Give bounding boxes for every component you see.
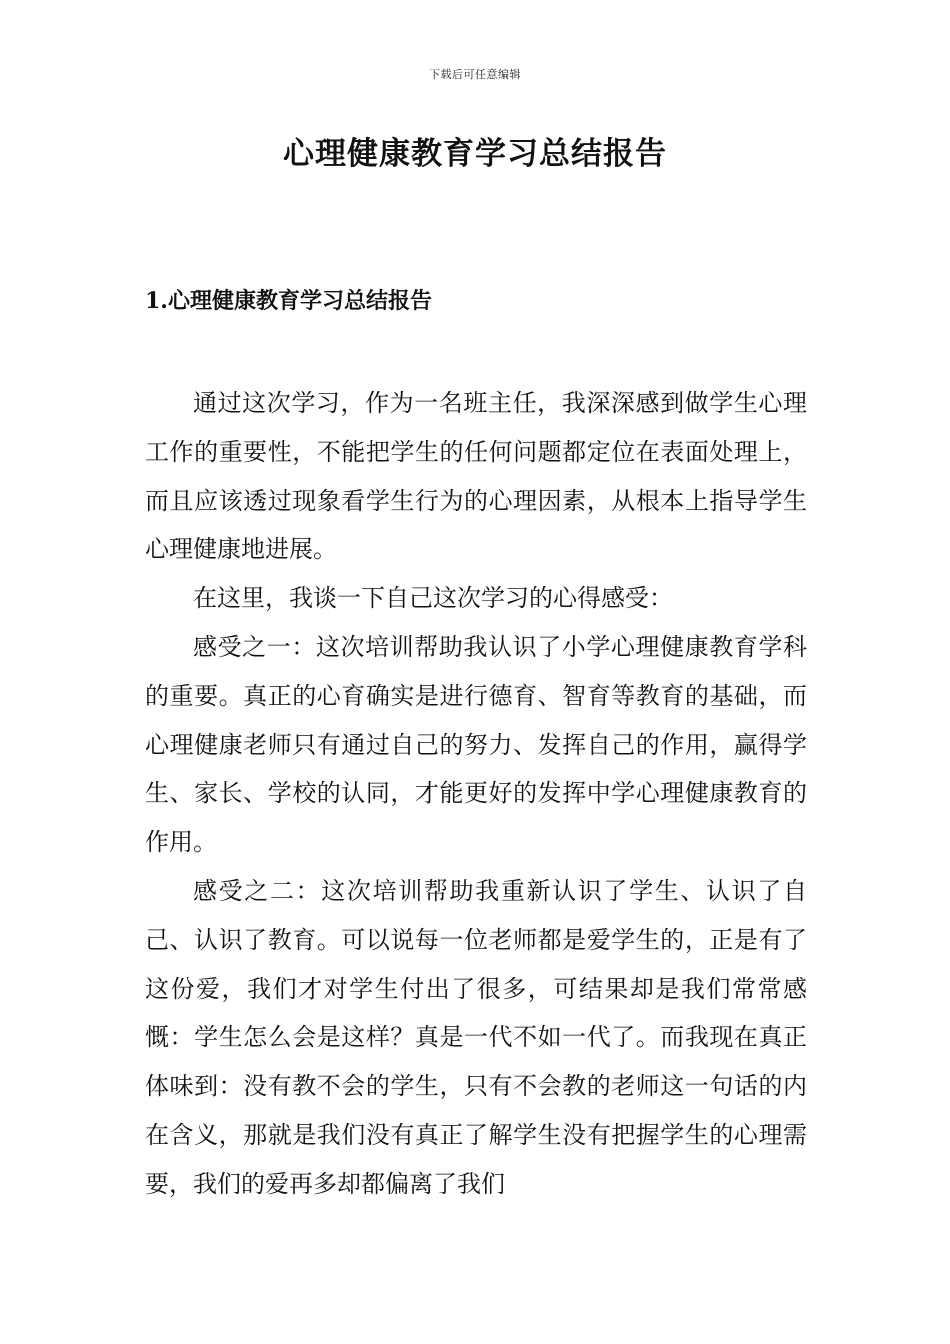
paragraph-insight-one: 感受之一：这次培训帮助我认识了小学心理健康教育学科的重要。真正的心育确实是进行德育、智育等教育的基础，而心理健康老师只有通过自己的努力、发挥自己的作用，赢得学生、家长、学校的认同，才能更好的发挥中学心理健康教育的作用。 (145, 632, 807, 857)
document-body (145, 379, 807, 1209)
document-title: 心理健康教育学习总结报告 (283, 136, 667, 172)
header-note: 下载后可任意编辑 (429, 68, 521, 81)
paragraph-intro: 通过这次学习，作为一名班主任，我深深感到做学生心理工作的重要性，不能把学生的任何问题都定位在表面处理上，而且应该透过现象看学生行为的心理因素，从根本上指导学生心理健康地进展。 (145, 389, 807, 564)
section-heading: 1.心理健康教育学习总结报告 (145, 288, 432, 314)
paragraph-lead-in: 在这里，我谈一下自己这次学习的心得感受： (193, 584, 673, 613)
paragraph-insight-two: 感受之二：这次培训帮助我重新认识了学生、认识了自己、认识了教育。可以说每一位老师都是爱学生的，正是有了这份爱，我们才对学生付出了很多，可结果却是我们常常感慨：学生怎么会是这样？真是一代不如一代了。而我现在真正体味到：没有教不会的学生，只有不会教的老师这一句话的内在含义，那就是我们没有真正了解学生没有把握学生的心理需要，我们的爱再多却都偏离了我们 (145, 876, 807, 1198)
